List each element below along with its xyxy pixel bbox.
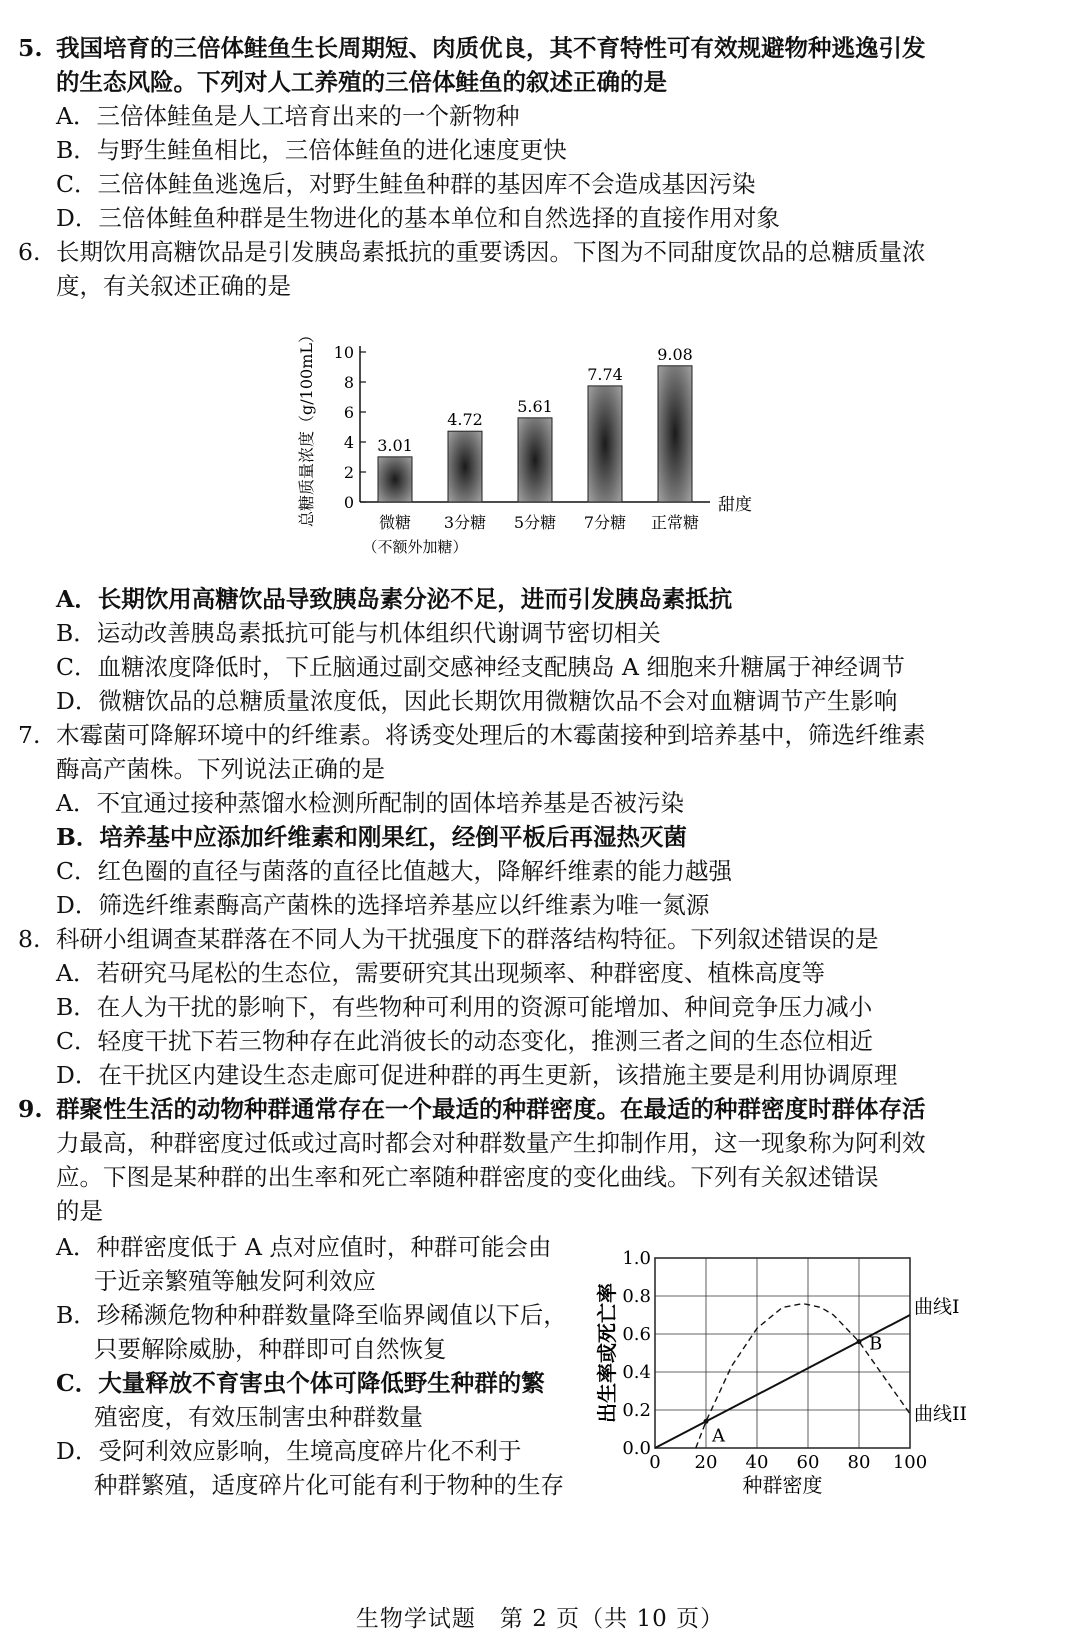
q9-stem-line1: 群聚性生活的动物种群通常存在一个最适的种群密度。在最适的种群密度时群体存活: [56, 1095, 926, 1123]
q9-option-b-line2: 只要解除威胁，种群即可自然恢复: [94, 1335, 447, 1363]
bar-y-tick-label: 0: [343, 493, 354, 512]
bar-3: [588, 386, 622, 502]
line-point-A: [704, 1419, 709, 1424]
q6-option-d: D．微糖饮品的总糖质量浓度低，因此长期饮用微糖饮品不会对血糖调节产生影响: [56, 687, 898, 715]
bar-y-tick-label: 2: [343, 463, 354, 482]
line-y-tick-label: 0.4: [622, 1362, 651, 1383]
bar-y-axis-label: 总糖质量浓度（g/100mL）: [297, 327, 316, 527]
q9-option-a-line2: 于近亲繁殖等触发阿利效应: [94, 1267, 376, 1295]
q9-stem-line3: 应。下图是某种群的出生率和死亡率随种群密度的变化曲线。下列有关叙述错误: [56, 1163, 879, 1191]
q9-option-a-line1: A．种群密度低于 A 点对应值时，种群可能会由: [56, 1233, 552, 1261]
line-y-axis-label: 出生率或死亡率: [595, 1283, 619, 1423]
q9-stem-line4: 的是: [56, 1197, 103, 1225]
page-footer: 生物学试题 第 2 页（共 10 页）: [355, 1606, 725, 1632]
bar-1: [448, 431, 482, 502]
bar-category-label: 正常糖: [650, 513, 700, 532]
q8-option-d: D．在干扰区内建设生态走廊可促进种群的再生更新，该措施主要是利用协调原理: [56, 1061, 898, 1089]
q5-option-c: C．三倍体鲑鱼逃逸后，对野生鲑鱼种群的基因库不会造成基因污染: [56, 170, 756, 198]
q6-number: 6.: [18, 238, 41, 266]
q9-stem-line2: 力最高，种群密度过低或过高时都会对种群数量产生抑制作用，这一现象称为阿利效: [56, 1129, 926, 1157]
q7-option-c: C．红色圈的直径与菌落的直径比值越大，降解纤维素的能力越强: [56, 857, 732, 885]
birth-death-rate-line-chart: [595, 1238, 1040, 1510]
line-point-label: B: [869, 1333, 883, 1355]
line-x-axis-label: 种群密度: [742, 1473, 823, 1497]
q5-option-a: A．三倍体鲑鱼是人工培育出来的一个新物种: [56, 102, 520, 130]
bar-value-label: 3.01: [377, 435, 413, 455]
line-x-tick-label: 0: [649, 1452, 661, 1473]
line-series-1-label: 曲线I: [914, 1296, 960, 1318]
bar-y-tick-label: 6: [343, 403, 354, 422]
line-y-tick-label: 1.0: [622, 1248, 651, 1269]
line-point-label: A: [712, 1425, 725, 1447]
line-y-tick-label: 0.0: [622, 1438, 651, 1459]
q9-option-c-line2: 殖密度，有效压制害虫种群数量: [94, 1403, 423, 1431]
line-y-tick-label: 0.6: [622, 1324, 651, 1345]
bar-0: [378, 457, 412, 502]
bar-value-label: 9.08: [657, 344, 693, 364]
q7-option-a: A．不宜通过接种蒸馏水检测所配制的固体培养基是否被污染: [56, 789, 684, 817]
q9-option-d-line1: D．受阿利效应影响，生境高度碎片化不利于: [56, 1437, 522, 1465]
bar-4: [658, 366, 692, 502]
bar-2: [518, 418, 552, 502]
line-x-tick-label: 20: [694, 1452, 718, 1473]
line-x-tick-label: 40: [745, 1452, 769, 1473]
q5-stem-line2: 的生态风险。下列对人工养殖的三倍体鲑鱼的叙述正确的是: [56, 68, 667, 96]
bar-category-label: 5分糖: [513, 513, 557, 532]
q7-stem-line1: 木霉菌可降解环境中的纤维素。将诱变处理后的木霉菌接种到培养基中，筛选纤维素: [56, 721, 926, 749]
q7-option-b: B．培养基中应添加纤维素和刚果红，经倒平板后再湿热灭菌: [56, 823, 687, 851]
bar-category-label: 3分糖: [443, 513, 487, 532]
bar-y-tick-label: 4: [343, 433, 354, 452]
q9-option-c-line1: C．大量释放不育害虫个体可降低野生种群的繁: [56, 1369, 545, 1397]
q6-option-c: C．血糖浓度降低时，下丘脑通过副交感神经支配胰岛 A 细胞来升糖属于神经调节: [56, 653, 905, 681]
bar-value-label: 5.61: [517, 396, 553, 416]
bar-category-label: 7分糖: [583, 513, 627, 532]
bar-value-label: 7.74: [587, 364, 623, 384]
q9-option-d-line2: 种群繁殖，适度碎片化可能有利于物种的生存: [94, 1471, 564, 1499]
sugar-concentration-bar-chart: [280, 327, 800, 580]
line-point-B: [857, 1339, 862, 1344]
line-y-tick-label: 0.8: [622, 1286, 651, 1307]
q8-stem-line1: 科研小组调查某群落在不同人为干扰强度下的群落结构特征。下列叙述错误的是: [56, 925, 879, 953]
bar-y-tick-label: 10: [333, 343, 354, 362]
bar-x-axis-label: 甜度: [718, 495, 752, 515]
line-series-2-label: 曲线II: [914, 1402, 968, 1425]
line-x-tick-label: 100: [892, 1452, 928, 1473]
line-series-2: [696, 1304, 910, 1448]
bar-y-tick-label: 8: [343, 373, 354, 392]
q7-number: 7.: [18, 721, 41, 749]
line-x-tick-label: 60: [796, 1452, 820, 1473]
line-x-tick-label: 80: [847, 1452, 871, 1473]
q6-option-b: B．运动改善胰岛素抵抗可能与机体组织代谢调节密切相关: [56, 619, 661, 647]
q6-stem-line1: 长期饮用高糖饮品是引发胰岛素抵抗的重要诱因。下图为不同甜度饮品的总糖质量浓: [56, 238, 926, 266]
q5-stem-line1: 我国培育的三倍体鲑鱼生长周期短、肉质优良，其不育特性可有效规避物种逃逸引发: [56, 34, 926, 62]
bar-category-note: （不额外加糖）: [362, 538, 468, 556]
q8-option-a: A．若研究马尾松的生态位，需要研究其出现频率、种群密度、植株高度等: [56, 959, 825, 987]
q9-option-b-line1: B．珍稀濒危物种种群数量降至临界阈值以下后，: [56, 1301, 567, 1329]
q8-option-c: C．轻度干扰下若三物种存在此消彼长的动态变化，推测三者之间的生态位相近: [56, 1027, 873, 1055]
q5-option-b: B．与野生鲑鱼相比，三倍体鲑鱼的进化速度更快: [56, 136, 567, 164]
q6-option-a: A．长期饮用高糖饮品导致胰岛素分泌不足，进而引发胰岛素抵抗: [56, 585, 733, 613]
q8-option-b: B．在人为干扰的影响下，有些物种可利用的资源可能增加、种间竞争压力减小: [56, 993, 873, 1021]
q6-stem-line2: 度，有关叙述正确的是: [56, 272, 291, 300]
q5-option-d: D．三倍体鲑鱼种群是生物进化的基本单位和自然选择的直接作用对象: [56, 204, 780, 232]
bar-category-label: 微糖: [378, 513, 412, 532]
q5-number: 5.: [18, 34, 43, 62]
q9-number: 9.: [18, 1095, 43, 1123]
q8-number: 8.: [18, 925, 41, 953]
bar-value-label: 4.72: [447, 410, 483, 430]
q7-stem-line2: 酶高产菌株。下列说法正确的是: [56, 755, 385, 783]
q7-option-d: D．筛选纤维素酶高产菌株的选择培养基应以纤维素为唯一氮源: [56, 891, 710, 919]
line-y-tick-label: 0.2: [622, 1400, 651, 1421]
